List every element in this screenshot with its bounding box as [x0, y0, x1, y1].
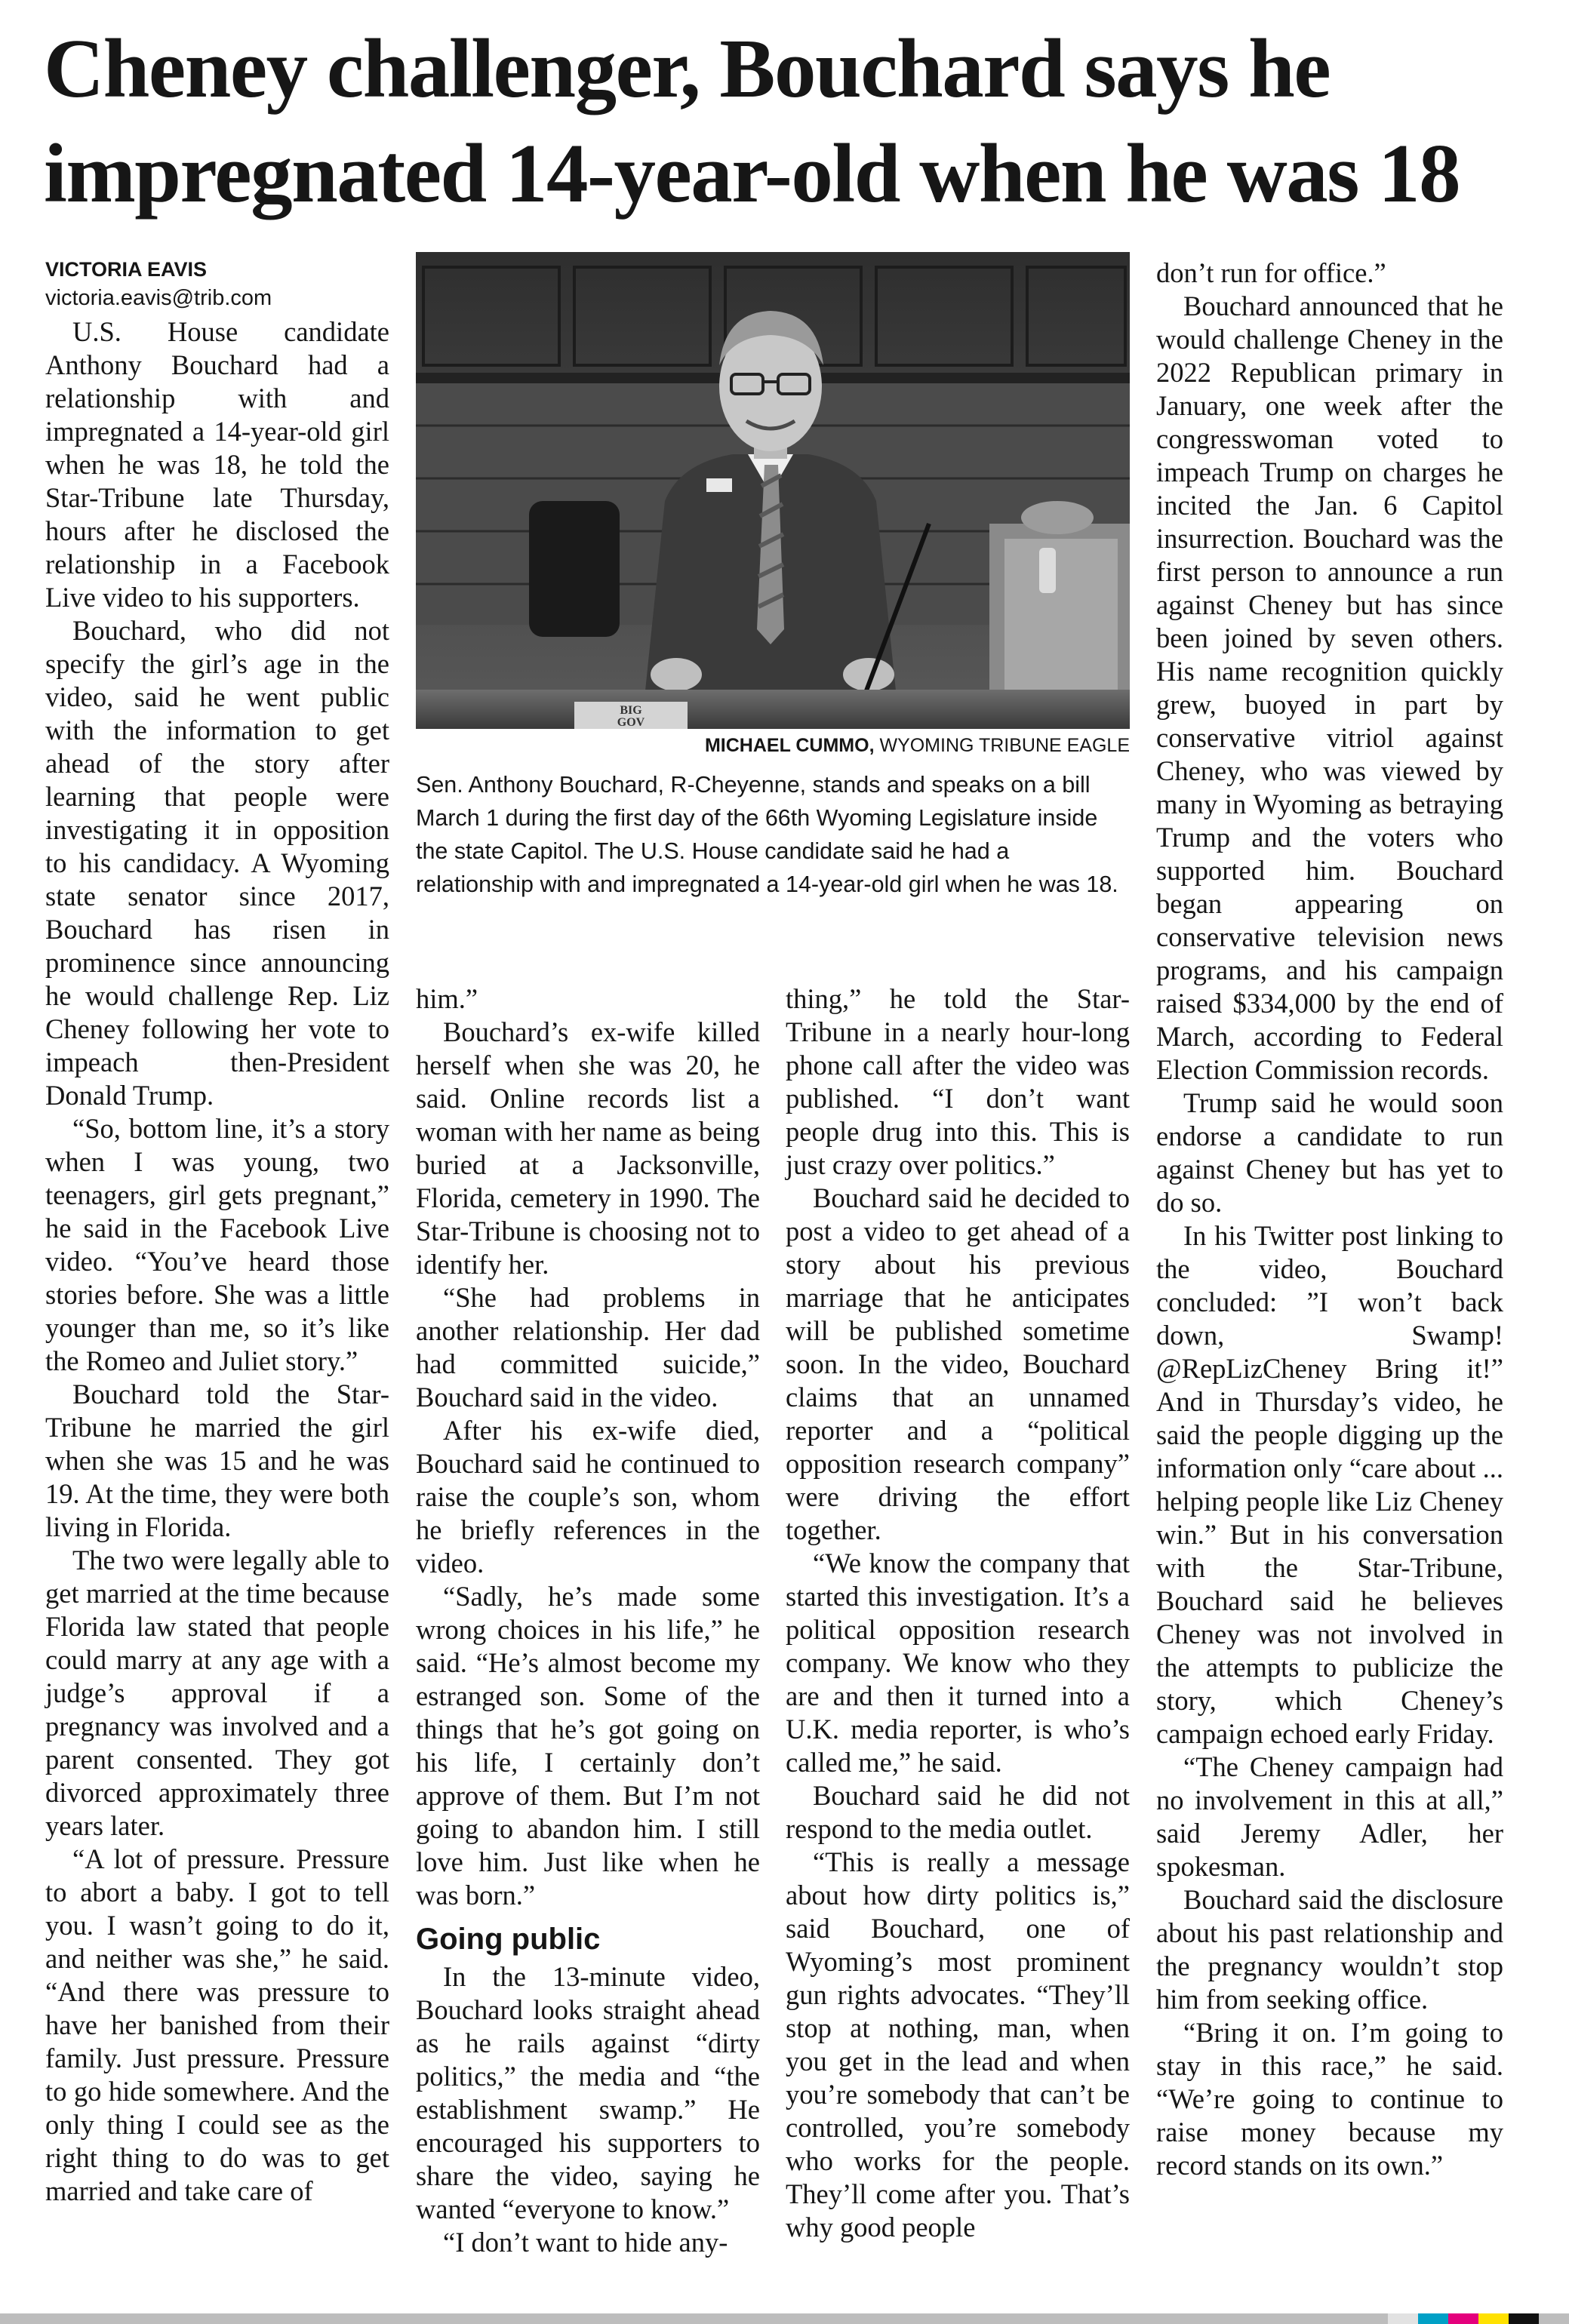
paragraph: “This is really a message about how dirty politics is,” said Bouchard, one of Wyoming’s most prominent gun rights advocates. “They’ll stop at nothing, man, when you get in the lead and when you’re somebody that can’t be controlled, you’re somebody who works for the people. They’ll come after you. That’s why good people: [786, 1846, 1130, 2243]
photo-credit-org: WYOMING TRIBUNE EAGLE: [879, 735, 1130, 756]
paragraph: “Bring it on. I’m going to stay in this race,” he said. “We’re going to continue to raise money because my record stands on its own.”: [1156, 2017, 1503, 2181]
photo-credit: [416, 733, 1130, 758]
page-bottom-bar: [0, 2313, 1569, 2324]
paragraph: “We know the company that started this investigation. It’s a political opposition research company. We know who they are and then it turned into a U.K. media reporter, is who’s called me,” he said.: [786, 1548, 1130, 1778]
paragraph: In his Twitter post linking to the video, Bouchard concluded: ”I won’t back down, Swamp! @RepLizCheney Bring it!” And in Thursday’s video, he said the people digging up the information only “care about ... helping people like Liz Cheney win.” But in his conversation with the Star-Tribune, Bouchard said he believes Cheney was not involved in the attempts to publicize the story, which Cheney’s campaign echoed early Friday.: [1156, 1220, 1503, 1749]
photo-credit-name: MICHAEL CUMMO,: [704, 735, 875, 756]
paragraph: U.S. House candidate Anthony Bouchard had a relationship with and impregnated a 14-year-old girl when he was 18, he told the Star-Tribune late Thursday, hours after he disclosed the relationship in a Facebook Live video to his supporters.: [45, 316, 389, 613]
paragraph: After his ex-wife died, Bouchard said he continued to raise the couple’s son, whom he briefly references in the video.: [416, 1415, 760, 1579]
paragraph: “So, bottom line, it’s a story when I was young, two teenagers, girl gets pregnant,” he said in the Facebook Live video. “You’ve heard those stories before. She was a little younger than me, so it’s like the Romeo and Juliet story.”: [45, 1113, 389, 1376]
paragraph: don’t run for office.”: [1156, 257, 1386, 288]
desk-sign: BIG: [620, 704, 642, 717]
paragraph: Bouchard said he did not respond to the media outlet.: [786, 1780, 1130, 1844]
photo-caption: Sen. Anthony Bouchard, R-Cheyenne, stands and speaks on a bill March 1 during the first day of the 66th Wyoming Legislature inside the state Capitol. The U.S. House candidate said he had a relationship with and impregnated a 14-year-old girl when he was 18.: [416, 772, 1118, 897]
subhead: Going public: [416, 1923, 601, 1956]
article-column-3: [786, 982, 1130, 2244]
paragraph: “Sadly, he’s made some wrong choices in his life,” he said. “He’s almost become my estranged son. Some of the things that he’s got going on his life, I certainly don’t approve of them. But I’m not going to abandon him. I still love him. Just like when he was born.”: [416, 1581, 760, 1911]
paragraph: “I don’t want to hide any-: [443, 2227, 728, 2258]
paragraph: Bouchard, who did not specify the girl’s age in the video, said he went public with the information to get ahead of the story after learning that people were investigating it in opposition to his candidacy. A Wyoming state senator since 2017, Bouchard has risen in prominence since announcing he would challenge Rep. Liz Cheney following her vote to impeach then-President Donald Trump.: [45, 615, 389, 1111]
paragraph: “She had problems in another relationship. Her dad had committed suicide,” Bouchard said in the video.: [416, 1282, 760, 1413]
paragraph: thing,” he told the Star-Tribune in a nearly hour-long phone call after the video was published. “I don’t want people drug into this. This is just crazy over politics.”: [786, 983, 1130, 1180]
headline: Cheney challenger, Bouchard says he impregnated 14-year-old when he was 18: [44, 23, 1460, 220]
photo: [416, 252, 1130, 729]
paragraph: him.”: [416, 983, 478, 1014]
article-column-4: [1156, 257, 1503, 2182]
byline-email[interactable]: victoria.eavis@trib.com: [45, 286, 272, 310]
paragraph: “A lot of pressure. Pressure to abort a baby. I got to tell you. I wasn’t going to do it, and neither was she,” he said. “And there was pressure to have her banished from their family. Just pressure. Pressure to go hide somewhere. And the only thing I could see as the right thing to do was to get married and take care of: [45, 1843, 389, 2206]
article-column-2: [416, 982, 760, 2259]
byline-name: VICTORIA EAVIS: [45, 258, 208, 281]
color-registration-marks: [1388, 2313, 1539, 2324]
paragraph: Bouchard announced that he would challenge Cheney in the 2022 Republican primary in January, one week after the congresswoman voted to impeach Trump on charges he incited the Jan. 6 Capitol insurrection. Bouchard was the first person to announce a run against Cheney but has since been joined by seven others. His name recognition quickly grew, buoyed in part by conservative vitriol against Cheney, who was viewed by many in Wyoming as betraying Trump and the voters who supported him. Bouchard began appearing on conservative television news programs, and his campaign raised $334,000 by the end of March, according to Federal Election Commission records.: [1156, 290, 1503, 1085]
paragraph: Bouchard’s ex-wife killed herself when she was 20, he said. Online records list a woman with her name as being buried at a Jacksonville, Florida, cemetery in 1990. The Star-Tribune is choosing not to identify her.: [416, 1016, 760, 1280]
paragraph: Bouchard said he decided to post a video to get ahead of a story about his previous marriage that he anticipates will be published sometime soon. In the video, Bouchard claims that an unnamed reporter and a “political opposition research company” were driving the effort together.: [786, 1182, 1130, 1545]
senator-at-podium-photo: [416, 252, 1130, 729]
svg-text:GOV: GOV: [617, 716, 645, 729]
article-column-1: [45, 257, 389, 2208]
paragraph: Trump said he would soon endorse a candidate to run against Cheney but has yet to do so.: [1156, 1087, 1503, 1218]
paragraph: Bouchard told the Star-Tribune he married the girl when she was 15 and he was 19. At the time, they were both living in Florida.: [45, 1379, 389, 1542]
paragraph: In the 13-minute video, Bouchard looks straight ahead as he rails against “dirty politics,” the media and “the establishment swamp.” He encouraged his supporters to share the video, saying he wanted “everyone to know.”: [416, 1961, 760, 2224]
paragraph: The two were legally able to get married at the time because Florida law stated that people could marry at any age with a judge’s approval if a pregnancy was involved and a parent consented. They got divorced approximately three years later.: [45, 1545, 389, 1841]
paragraph: Bouchard said the disclosure about his past relationship and the pregnancy wouldn’t stop him from seeking office.: [1156, 1884, 1503, 2015]
paragraph: “The Cheney campaign had no involvement in this at all,” said Jeremy Adler, her spokesman.: [1156, 1751, 1503, 1882]
